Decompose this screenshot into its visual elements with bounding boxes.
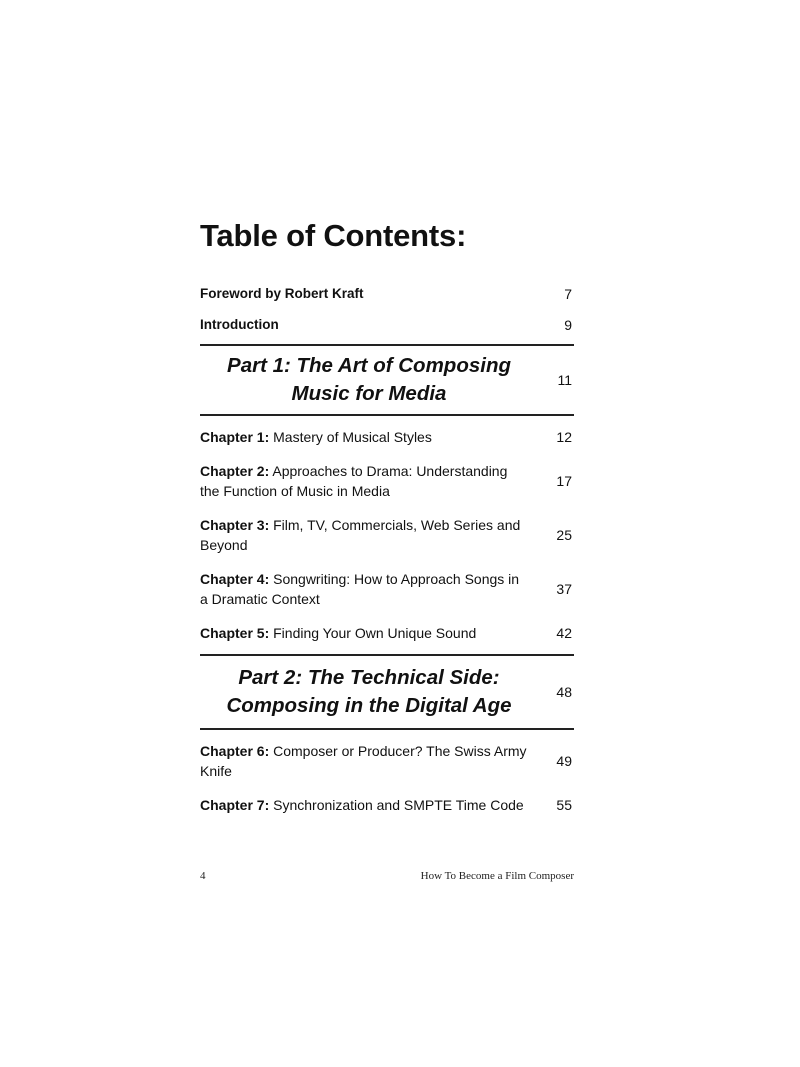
chapter-title: Composer or Producer? The Swiss Army Knife bbox=[200, 743, 527, 779]
part-heading-line1: Part 2: The Technical Side: bbox=[238, 666, 500, 689]
footer-book-title: How To Become a Film Composer bbox=[420, 870, 574, 882]
toc-chapter-2 bbox=[200, 454, 574, 508]
toc-entry-title: Introduction bbox=[200, 316, 279, 332]
toc-entry-foreword bbox=[200, 278, 574, 309]
part-heading bbox=[200, 352, 534, 408]
page-title: Table of Contents: bbox=[200, 218, 467, 253]
chapter-title: Finding Your Own Unique Sound bbox=[273, 625, 477, 641]
chapter-title: Approaches to Drama: Understanding the Function of Music in Media bbox=[200, 463, 508, 499]
chapter-label: Chapter 3: bbox=[200, 517, 270, 533]
chapter-title: Songwriting: How to Approach Songs in a Dramatic Context bbox=[200, 571, 520, 607]
toc-entry-title bbox=[200, 461, 530, 501]
chapter-label: Chapter 4: bbox=[200, 571, 270, 587]
toc-page-number: 55 bbox=[556, 797, 572, 813]
page-footer bbox=[200, 870, 574, 882]
part-heading bbox=[200, 664, 534, 720]
toc-chapter-6 bbox=[200, 734, 574, 788]
chapter-label: Chapter 5: bbox=[200, 625, 270, 641]
toc-page-number: 25 bbox=[556, 527, 572, 543]
toc-entry-title bbox=[200, 795, 530, 815]
toc-part-2 bbox=[200, 654, 574, 730]
toc-chapter-7 bbox=[200, 788, 574, 822]
toc-chapter-4 bbox=[200, 562, 574, 616]
chapter-label: Chapter 7: bbox=[200, 797, 270, 813]
toc-entry-title bbox=[200, 515, 530, 555]
chapter-title: Film, TV, Commercials, Web Series and Beyond bbox=[200, 517, 521, 553]
toc-entry-title bbox=[200, 623, 530, 643]
part-heading-line1: Part 1: The Art of Composing bbox=[227, 354, 511, 377]
toc-chapter-3 bbox=[200, 508, 574, 562]
toc-page-number: 12 bbox=[556, 429, 572, 445]
toc-part-1 bbox=[200, 344, 574, 416]
toc-entry-title: Foreword by Robert Kraft bbox=[200, 285, 364, 301]
toc-page-number: 48 bbox=[556, 684, 572, 700]
toc-entry-title bbox=[200, 427, 530, 447]
toc-page-number: 17 bbox=[556, 473, 572, 489]
chapter-label: Chapter 1: bbox=[200, 429, 270, 445]
toc-entry-introduction bbox=[200, 309, 574, 340]
toc-chapter-1 bbox=[200, 420, 574, 454]
part-heading-line2: Composing in the Digital Age bbox=[226, 694, 512, 717]
toc-page-number: 49 bbox=[556, 753, 572, 769]
chapter-title: Mastery of Musical Styles bbox=[273, 429, 432, 445]
toc-page-number: 11 bbox=[557, 372, 572, 388]
toc-page-number: 42 bbox=[556, 625, 572, 641]
footer-page-number: 4 bbox=[200, 870, 206, 882]
toc-page-number: 9 bbox=[564, 316, 572, 333]
part-heading-line2: Music for Media bbox=[291, 382, 447, 405]
toc-entry-title bbox=[200, 569, 530, 609]
toc-entry-title bbox=[200, 741, 530, 781]
chapter-label: Chapter 6: bbox=[200, 743, 270, 759]
table-of-contents bbox=[200, 278, 574, 822]
toc-page-number: 37 bbox=[556, 581, 572, 597]
toc-chapter-5 bbox=[200, 616, 574, 650]
toc-page-number: 7 bbox=[564, 285, 572, 302]
chapter-title: Synchronization and SMPTE Time Code bbox=[273, 797, 524, 813]
chapter-label: Chapter 2: bbox=[200, 463, 270, 479]
